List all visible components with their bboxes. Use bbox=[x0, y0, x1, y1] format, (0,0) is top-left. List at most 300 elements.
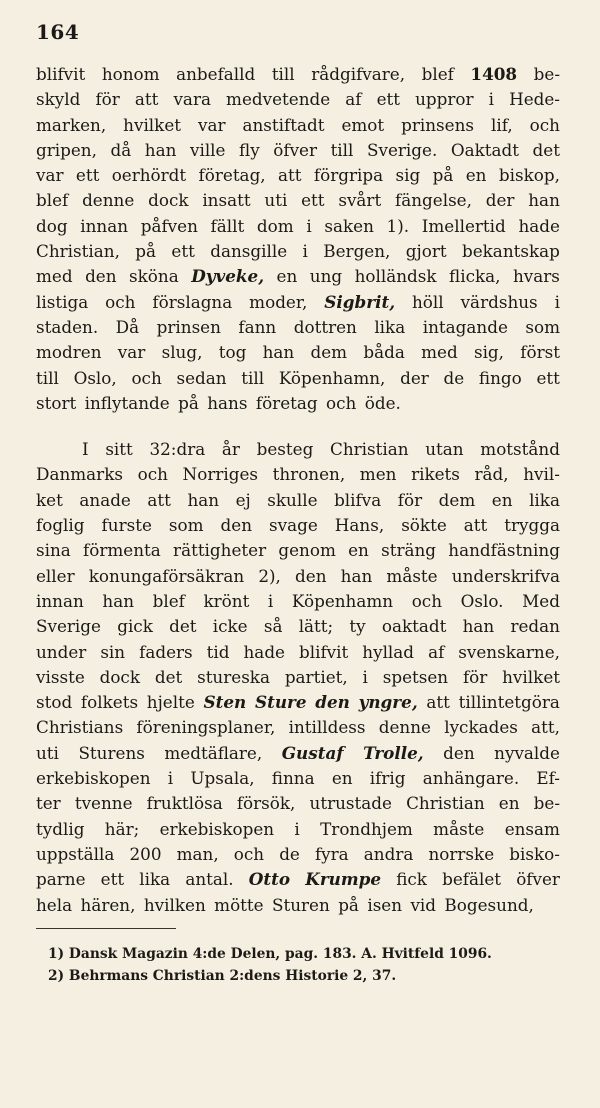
word: visste bbox=[36, 666, 85, 687]
text-line bbox=[36, 791, 560, 816]
word: måste bbox=[386, 565, 438, 586]
word: en bbox=[276, 266, 298, 287]
word: fann bbox=[238, 316, 277, 337]
word: Oslo. bbox=[460, 590, 504, 611]
word: så bbox=[263, 616, 283, 637]
word: i bbox=[488, 89, 494, 110]
word: och bbox=[411, 590, 443, 611]
word: Sigbrit, bbox=[324, 291, 396, 312]
word: hade bbox=[243, 641, 285, 662]
word: vara bbox=[173, 89, 211, 110]
word: och bbox=[137, 464, 168, 485]
word: denne bbox=[378, 717, 431, 738]
word: Sverige bbox=[36, 616, 101, 637]
word: prinsens bbox=[401, 114, 475, 135]
word: här; bbox=[104, 818, 140, 839]
word: en bbox=[498, 793, 520, 814]
text-line bbox=[36, 817, 560, 842]
word: hela bbox=[36, 894, 73, 915]
word: rikets bbox=[411, 464, 460, 485]
word: underskrifva bbox=[451, 565, 560, 586]
word: lif, bbox=[490, 114, 513, 135]
footnote-rule bbox=[36, 928, 176, 929]
word: sig, bbox=[473, 342, 505, 363]
word: be- bbox=[533, 793, 560, 814]
word: på bbox=[135, 241, 157, 262]
word: Krumpe bbox=[305, 869, 382, 890]
word: Trolle, bbox=[363, 742, 424, 763]
word: ett bbox=[171, 241, 195, 262]
word: slug, bbox=[161, 342, 203, 363]
footnote: 1) Dansk Magazin 4:de Delen, pag. 183. A. Hvitfeld 1096. bbox=[48, 945, 492, 962]
word: en bbox=[465, 165, 487, 186]
word: öfver bbox=[273, 139, 318, 160]
word: 200 bbox=[129, 843, 162, 864]
word: bekantskap bbox=[461, 241, 560, 262]
word: redan bbox=[510, 616, 560, 637]
text-line bbox=[36, 690, 560, 715]
word: stod bbox=[36, 692, 73, 713]
word: hvars bbox=[512, 266, 560, 287]
word: för bbox=[397, 489, 423, 510]
word: Sten bbox=[203, 692, 247, 713]
body-text bbox=[36, 62, 560, 987]
word: lyckades bbox=[444, 717, 518, 738]
word: ket bbox=[36, 489, 63, 510]
word: Christian bbox=[406, 793, 485, 814]
word: skulle bbox=[267, 489, 318, 510]
word: ung bbox=[309, 266, 343, 287]
text-line bbox=[36, 214, 560, 239]
word: till bbox=[36, 367, 59, 388]
word: tydlig bbox=[36, 818, 85, 839]
word: dem bbox=[310, 342, 348, 363]
word: ett bbox=[536, 367, 560, 388]
word: som bbox=[525, 316, 560, 337]
word: den bbox=[220, 515, 252, 536]
word: Sverige. bbox=[366, 139, 438, 160]
word: ett bbox=[376, 89, 400, 110]
word: ter bbox=[36, 793, 61, 814]
text-line bbox=[36, 264, 560, 289]
word: moder, bbox=[249, 291, 308, 312]
word: isen bbox=[367, 894, 403, 915]
word: för bbox=[95, 89, 120, 110]
text-line bbox=[36, 614, 560, 639]
text-line bbox=[36, 437, 560, 462]
word: öfver bbox=[516, 869, 560, 890]
word: gick bbox=[117, 616, 153, 637]
word: handfästning bbox=[448, 540, 560, 561]
word: blifvit bbox=[299, 641, 349, 662]
word: faders bbox=[139, 641, 193, 662]
text-line bbox=[36, 138, 560, 163]
word: värdshus bbox=[460, 291, 538, 312]
word: och bbox=[529, 114, 560, 135]
word: ett bbox=[301, 190, 325, 211]
word: af bbox=[345, 89, 362, 110]
word: fingo bbox=[478, 367, 522, 388]
word: det bbox=[169, 616, 197, 637]
word: på bbox=[178, 392, 199, 413]
word: Sturens bbox=[78, 742, 145, 763]
word: lika bbox=[374, 316, 406, 337]
word: ett bbox=[100, 869, 125, 890]
word: der bbox=[400, 367, 429, 388]
word: modren bbox=[36, 342, 102, 363]
text-line bbox=[36, 462, 560, 487]
word: förgripa bbox=[313, 165, 384, 186]
word: af bbox=[428, 641, 445, 662]
word: försök, bbox=[236, 793, 296, 814]
word: gjort bbox=[405, 241, 447, 262]
text-line bbox=[36, 290, 560, 315]
footnote: 2) Behrmans Christian 2:dens Historie 2, 37. bbox=[48, 967, 397, 984]
word: partiet, bbox=[284, 666, 348, 687]
word: svenskarne, bbox=[458, 641, 560, 662]
word: ensam bbox=[504, 818, 560, 839]
word: yngre, bbox=[358, 692, 418, 713]
word: sitt bbox=[105, 439, 133, 460]
word: till bbox=[271, 64, 295, 84]
word: hade bbox=[518, 215, 560, 236]
word: det bbox=[532, 139, 560, 160]
word: saken bbox=[324, 215, 374, 236]
word: den bbox=[85, 266, 117, 287]
text-line bbox=[36, 239, 560, 264]
word: hans bbox=[207, 392, 248, 413]
word: han bbox=[528, 190, 560, 211]
word: folkets bbox=[80, 692, 139, 713]
word: tillintetgöra bbox=[458, 692, 560, 713]
word: i bbox=[306, 215, 312, 236]
word: hvilken bbox=[143, 894, 206, 915]
word: inflytande bbox=[84, 392, 170, 413]
word: Norriges bbox=[182, 464, 259, 485]
word: sig bbox=[395, 165, 421, 186]
word: Ef- bbox=[536, 768, 560, 789]
word: dog bbox=[36, 215, 68, 236]
word: Dyveke, bbox=[191, 266, 265, 287]
word: att bbox=[278, 165, 302, 186]
word: trygga bbox=[504, 515, 560, 536]
word: Hede- bbox=[509, 89, 560, 110]
word: tog bbox=[218, 342, 247, 363]
word: uti bbox=[36, 742, 59, 763]
word: i bbox=[554, 291, 560, 312]
word: der bbox=[485, 190, 515, 211]
word: staden. bbox=[36, 316, 99, 337]
word: fyra bbox=[314, 843, 349, 864]
word: rådgifvare, bbox=[311, 64, 406, 84]
word: holländsk bbox=[354, 266, 437, 287]
word: Danmarks bbox=[36, 464, 123, 485]
text-line bbox=[36, 340, 560, 365]
word: sköna bbox=[129, 266, 179, 287]
text-line bbox=[36, 513, 560, 538]
word: rättigheter bbox=[173, 540, 267, 561]
paragraph bbox=[36, 62, 560, 416]
text-line bbox=[36, 766, 560, 791]
word: blef bbox=[36, 190, 69, 211]
word: han bbox=[462, 616, 495, 637]
word: uppställa bbox=[36, 843, 115, 864]
word: mötte bbox=[214, 894, 264, 915]
word: stureska bbox=[197, 666, 270, 687]
word: Bergen, bbox=[323, 241, 391, 262]
word: innan bbox=[36, 590, 84, 611]
word: uppror bbox=[415, 89, 474, 110]
word: medvetende bbox=[226, 89, 331, 110]
word: till bbox=[330, 139, 354, 160]
word: som bbox=[168, 515, 204, 536]
paragraph-gap bbox=[36, 416, 560, 437]
word: fällt bbox=[210, 215, 245, 236]
word: han bbox=[187, 489, 220, 510]
word: Oslo, bbox=[73, 367, 117, 388]
word: blef bbox=[152, 590, 185, 611]
word: i bbox=[302, 241, 308, 262]
word: fly bbox=[239, 139, 260, 160]
word: måste bbox=[433, 818, 485, 839]
word: andra bbox=[363, 843, 414, 864]
word: en bbox=[491, 489, 513, 510]
word: förmenta bbox=[83, 540, 161, 561]
word: emot bbox=[341, 114, 385, 135]
word: de bbox=[279, 843, 300, 864]
word: hvil- bbox=[523, 464, 560, 485]
word: anstiftadt bbox=[242, 114, 325, 135]
word: listiga bbox=[36, 291, 89, 312]
word: då bbox=[110, 139, 132, 160]
word: ville bbox=[189, 139, 226, 160]
word: för bbox=[462, 666, 488, 687]
text-line bbox=[36, 589, 560, 614]
text-line bbox=[36, 665, 560, 690]
word: Imellertid bbox=[421, 215, 506, 236]
word: innan bbox=[80, 215, 129, 236]
word: besteg bbox=[256, 439, 314, 460]
text-line bbox=[36, 87, 560, 112]
word: företag, bbox=[198, 165, 266, 186]
word: Otto bbox=[248, 869, 291, 890]
word: det bbox=[154, 666, 183, 687]
word: intagande bbox=[422, 316, 508, 337]
word: Köpenhamn bbox=[291, 590, 394, 611]
word: Då bbox=[115, 316, 140, 337]
text-line bbox=[36, 564, 560, 589]
word: blifva bbox=[334, 489, 382, 510]
word: sträng bbox=[381, 540, 437, 561]
word: hvilket bbox=[123, 114, 182, 135]
word: var bbox=[198, 114, 226, 135]
word: år bbox=[221, 439, 240, 460]
word: spetsen bbox=[382, 666, 449, 687]
paragraph bbox=[36, 437, 560, 918]
word: Bogesund, bbox=[444, 894, 534, 915]
word: ty bbox=[349, 616, 366, 637]
word: han bbox=[144, 139, 177, 160]
word: sin bbox=[100, 641, 126, 662]
word: honom bbox=[101, 64, 160, 84]
word: att, bbox=[531, 717, 560, 738]
word: icke bbox=[212, 616, 248, 637]
word: konungaförsäkran bbox=[88, 565, 245, 586]
word: Sturen bbox=[271, 894, 330, 915]
word: med bbox=[36, 266, 73, 287]
word: att bbox=[426, 692, 450, 713]
word: dottren bbox=[293, 316, 357, 337]
word: genom bbox=[278, 540, 336, 561]
text-line bbox=[36, 315, 560, 340]
word: Köpenhamn, bbox=[278, 367, 386, 388]
word: krönt bbox=[203, 590, 250, 611]
word: den bbox=[443, 742, 475, 763]
word: att bbox=[134, 89, 159, 110]
word: föreningsplaner, bbox=[136, 717, 276, 738]
word: dom bbox=[256, 215, 294, 236]
word: hären, bbox=[80, 894, 136, 915]
word: utrustade bbox=[309, 793, 392, 814]
word: denne bbox=[82, 190, 135, 211]
word: svårt bbox=[338, 190, 382, 211]
word: var bbox=[36, 165, 64, 186]
word: först bbox=[520, 342, 560, 363]
word: vid bbox=[410, 894, 437, 915]
word: antal. bbox=[185, 869, 234, 890]
word: prinsen bbox=[156, 316, 221, 337]
word: lika bbox=[529, 489, 560, 510]
word: uti bbox=[264, 190, 288, 211]
word: nyvalde bbox=[494, 742, 560, 763]
word: råd, bbox=[474, 464, 509, 485]
word: foglig bbox=[36, 515, 85, 536]
word: norrske bbox=[428, 843, 495, 864]
word: blef bbox=[421, 64, 454, 84]
word: medtäflare, bbox=[164, 742, 263, 763]
word: tvenne bbox=[74, 793, 133, 814]
word: finna bbox=[271, 768, 315, 789]
word: de bbox=[443, 367, 465, 388]
word: Christians bbox=[36, 717, 124, 738]
word: erkebiskopen bbox=[36, 768, 151, 789]
text-line bbox=[36, 538, 560, 563]
word: i bbox=[362, 666, 368, 687]
word: erkebiskopen bbox=[159, 818, 275, 839]
word: parne bbox=[36, 869, 86, 890]
text-line bbox=[36, 163, 560, 188]
word: dansgille bbox=[210, 241, 288, 262]
word: fängelse, bbox=[395, 190, 472, 211]
word: stort bbox=[36, 392, 77, 413]
word: på bbox=[432, 165, 454, 186]
text-line bbox=[36, 640, 560, 665]
word: en bbox=[331, 768, 353, 789]
word: i bbox=[267, 590, 274, 611]
word: påfven bbox=[140, 215, 198, 236]
word: han bbox=[340, 565, 373, 586]
word: Trondhjem bbox=[320, 818, 413, 839]
word: var bbox=[117, 342, 146, 363]
word: anade bbox=[79, 489, 131, 510]
word: höll bbox=[412, 291, 444, 312]
word: till bbox=[241, 367, 265, 388]
word: 32:dra bbox=[149, 439, 206, 460]
word: att bbox=[147, 489, 171, 510]
word: utan bbox=[425, 439, 464, 460]
word: en bbox=[348, 540, 369, 561]
text-line bbox=[36, 488, 560, 513]
word: marken, bbox=[36, 114, 107, 135]
word: 1). bbox=[386, 215, 410, 236]
word: motstånd bbox=[480, 439, 560, 460]
word: oaktadt bbox=[381, 616, 447, 637]
word: blifvit bbox=[36, 64, 86, 84]
word: han bbox=[262, 342, 295, 363]
word: han bbox=[102, 590, 135, 611]
word: lika bbox=[139, 869, 171, 890]
word: ej bbox=[235, 489, 251, 510]
text-line bbox=[36, 741, 560, 766]
word: gripen, bbox=[36, 139, 97, 160]
word: hyllad bbox=[362, 641, 415, 662]
text-line bbox=[36, 188, 560, 213]
word: båda bbox=[363, 342, 405, 363]
word: fick bbox=[396, 869, 427, 890]
page-number: 164 bbox=[36, 20, 80, 44]
word: och bbox=[233, 843, 265, 864]
word: skyld bbox=[36, 89, 81, 110]
word: Med bbox=[522, 590, 560, 611]
word: Gustaf bbox=[281, 742, 344, 763]
word: och bbox=[131, 367, 162, 388]
word: svage bbox=[269, 515, 318, 536]
word: den bbox=[315, 692, 350, 713]
word: furste bbox=[101, 515, 152, 536]
word: dem bbox=[438, 489, 476, 510]
word: hvilket bbox=[502, 666, 560, 687]
text-line bbox=[36, 867, 560, 892]
text-line bbox=[36, 62, 560, 87]
word: tid bbox=[206, 641, 230, 662]
word: befälet bbox=[442, 869, 502, 890]
word: biskop, bbox=[498, 165, 560, 186]
word: man, bbox=[176, 843, 219, 864]
word: insatt bbox=[202, 190, 251, 211]
text-line bbox=[36, 842, 560, 867]
word: fruktlösa bbox=[146, 793, 223, 814]
word: öde. bbox=[364, 392, 401, 413]
word: be- bbox=[533, 64, 560, 84]
word: Sture bbox=[254, 692, 307, 713]
word: och bbox=[326, 392, 357, 413]
word: Hans, bbox=[334, 515, 385, 536]
word: och bbox=[105, 291, 136, 312]
word: sedan bbox=[176, 367, 227, 388]
text-line bbox=[36, 391, 560, 416]
text-line bbox=[36, 366, 560, 391]
word: dock bbox=[99, 666, 140, 687]
word: i bbox=[294, 818, 300, 839]
word: Christian bbox=[329, 439, 409, 460]
word: att bbox=[463, 515, 488, 536]
text-line bbox=[36, 715, 560, 740]
word: i bbox=[167, 768, 174, 789]
word: sina bbox=[36, 540, 71, 561]
word: med bbox=[421, 342, 458, 363]
word: på bbox=[338, 894, 359, 915]
word: I bbox=[82, 439, 89, 460]
